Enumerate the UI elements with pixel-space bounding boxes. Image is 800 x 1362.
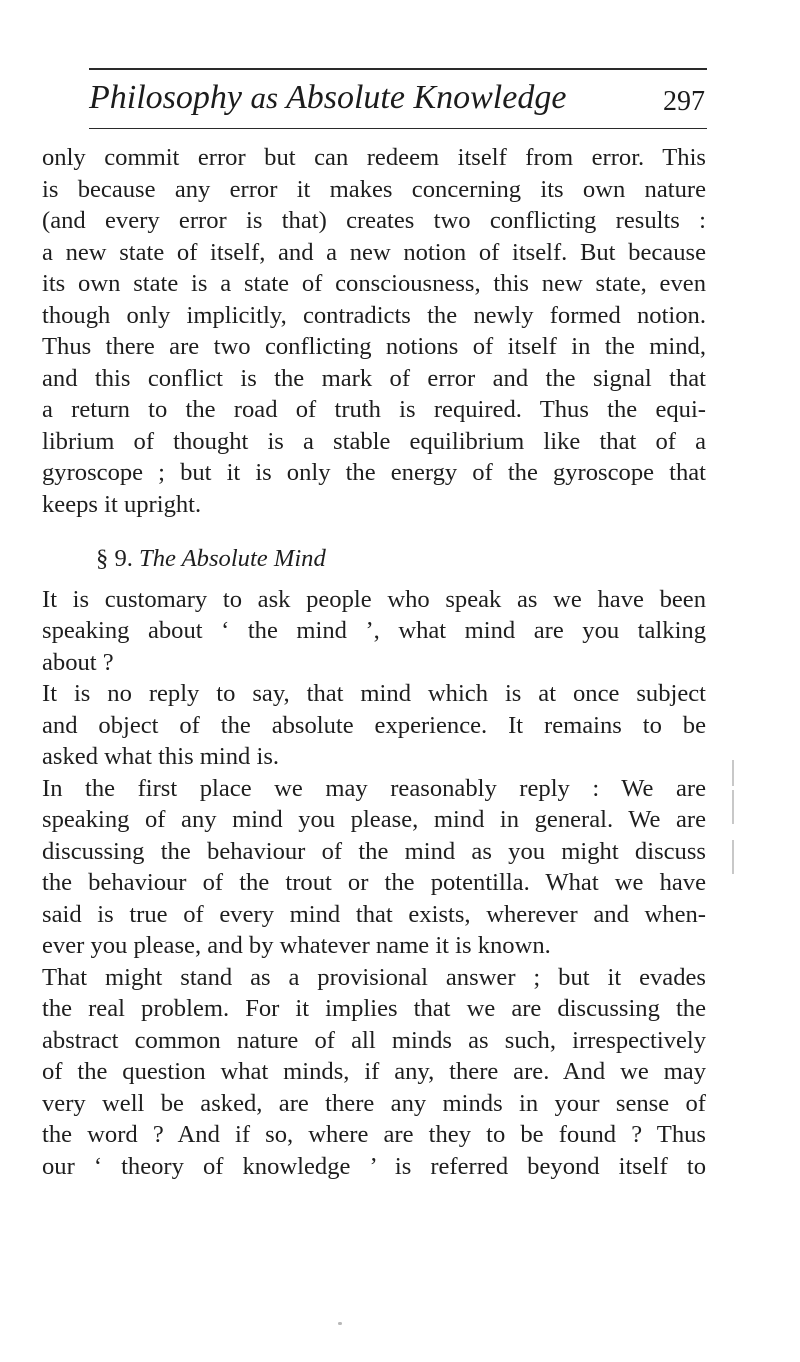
text-line: and object of the absolute experience. It remains to be xyxy=(42,711,706,739)
paper-speck xyxy=(338,1322,342,1325)
text-line: speaking about ‘ the mind ’, what mind are you talking xyxy=(42,617,706,644)
text-line: its own state is a state of consciousness, this new state, even xyxy=(42,270,706,297)
text-line: ever you please, and by whatever name it is known. xyxy=(42,932,551,959)
header-bottom-rule xyxy=(89,128,707,129)
text-line: In the first place we may reasonably reply : We are xyxy=(42,774,706,802)
body-text xyxy=(42,142,706,1182)
text-line: of the question what minds, if any, there are. And we may xyxy=(42,1058,706,1085)
text-line: librium of thought is a stable equilibrium like that of a xyxy=(42,427,706,455)
page-number: 297 xyxy=(663,86,705,117)
margin-blemish xyxy=(732,840,734,874)
title-word-philosophy: Philosophy xyxy=(89,79,242,116)
text-line: though only implicitly, contradicts the newly formed notion. xyxy=(42,301,706,329)
running-head-title xyxy=(89,76,566,120)
header-top-rule xyxy=(89,68,707,70)
text-line: said is true of every mind that exists, wherever and when- xyxy=(42,900,706,928)
paragraph-1 xyxy=(42,142,706,520)
text-line: discussing the behaviour of the mind as you might discuss xyxy=(42,837,706,865)
text-line: keeps it upright. xyxy=(42,490,202,518)
title-word-absolute: Absolute xyxy=(285,79,405,116)
text-line: the word ? And if so, where are they to be found ? Thus xyxy=(42,1121,706,1148)
text-line: about ? xyxy=(42,648,114,676)
paragraph-3 xyxy=(42,678,706,773)
text-line: is because any error it makes concerning its own nature xyxy=(42,175,706,203)
title-word-as: as xyxy=(250,80,279,115)
text-line: the real problem. For it implies that we are discussing the xyxy=(42,995,706,1022)
section-number: § 9. xyxy=(96,545,133,572)
text-line: gyroscope ; but it is only the energy of the gyroscope that xyxy=(42,459,706,486)
title-word-knowledge: Knowledge xyxy=(413,79,567,116)
paragraph-2 xyxy=(42,584,706,679)
section-heading xyxy=(42,543,706,575)
text-line: our ‘ theory of knowledge ’ is referred beyond itself to xyxy=(42,1152,706,1180)
text-line: the behaviour of the trout or the potentilla. What we have xyxy=(42,869,706,896)
text-line: a return to the road of truth is required. Thus the equi- xyxy=(42,396,706,423)
margin-blemish xyxy=(732,790,734,824)
margin-blemish xyxy=(732,760,734,786)
text-line: It is no reply to say, that mind which is at once subject xyxy=(42,680,706,707)
text-line: a new state of itself, and a new notion of itself. But because xyxy=(42,238,706,266)
text-line: That might stand as a provisional answer ; but it evades xyxy=(42,963,706,991)
paragraph-4 xyxy=(42,773,706,962)
paragraph-5 xyxy=(42,962,706,1183)
section-title: The Absolute Mind xyxy=(139,545,326,572)
text-line: abstract common nature of all minds as such, irrespectively xyxy=(42,1026,706,1054)
text-line: speaking of any mind you please, mind in general. We are xyxy=(42,806,706,833)
text-line: very well be asked, are there any minds in your sense of xyxy=(42,1089,706,1117)
text-line: and this conflict is the mark of error and the signal that xyxy=(42,364,706,392)
text-line: (and every error is that) creates two conflicting results : xyxy=(42,207,706,234)
text-line: only commit error but can redeem itself from error. This xyxy=(42,144,706,171)
text-line: asked what this mind is. xyxy=(42,743,280,770)
text-line: Thus there are two conflicting notions of itself in the mind, xyxy=(42,333,706,360)
running-head xyxy=(89,76,707,132)
text-line: It is customary to ask people who speak as we have been xyxy=(42,585,706,613)
